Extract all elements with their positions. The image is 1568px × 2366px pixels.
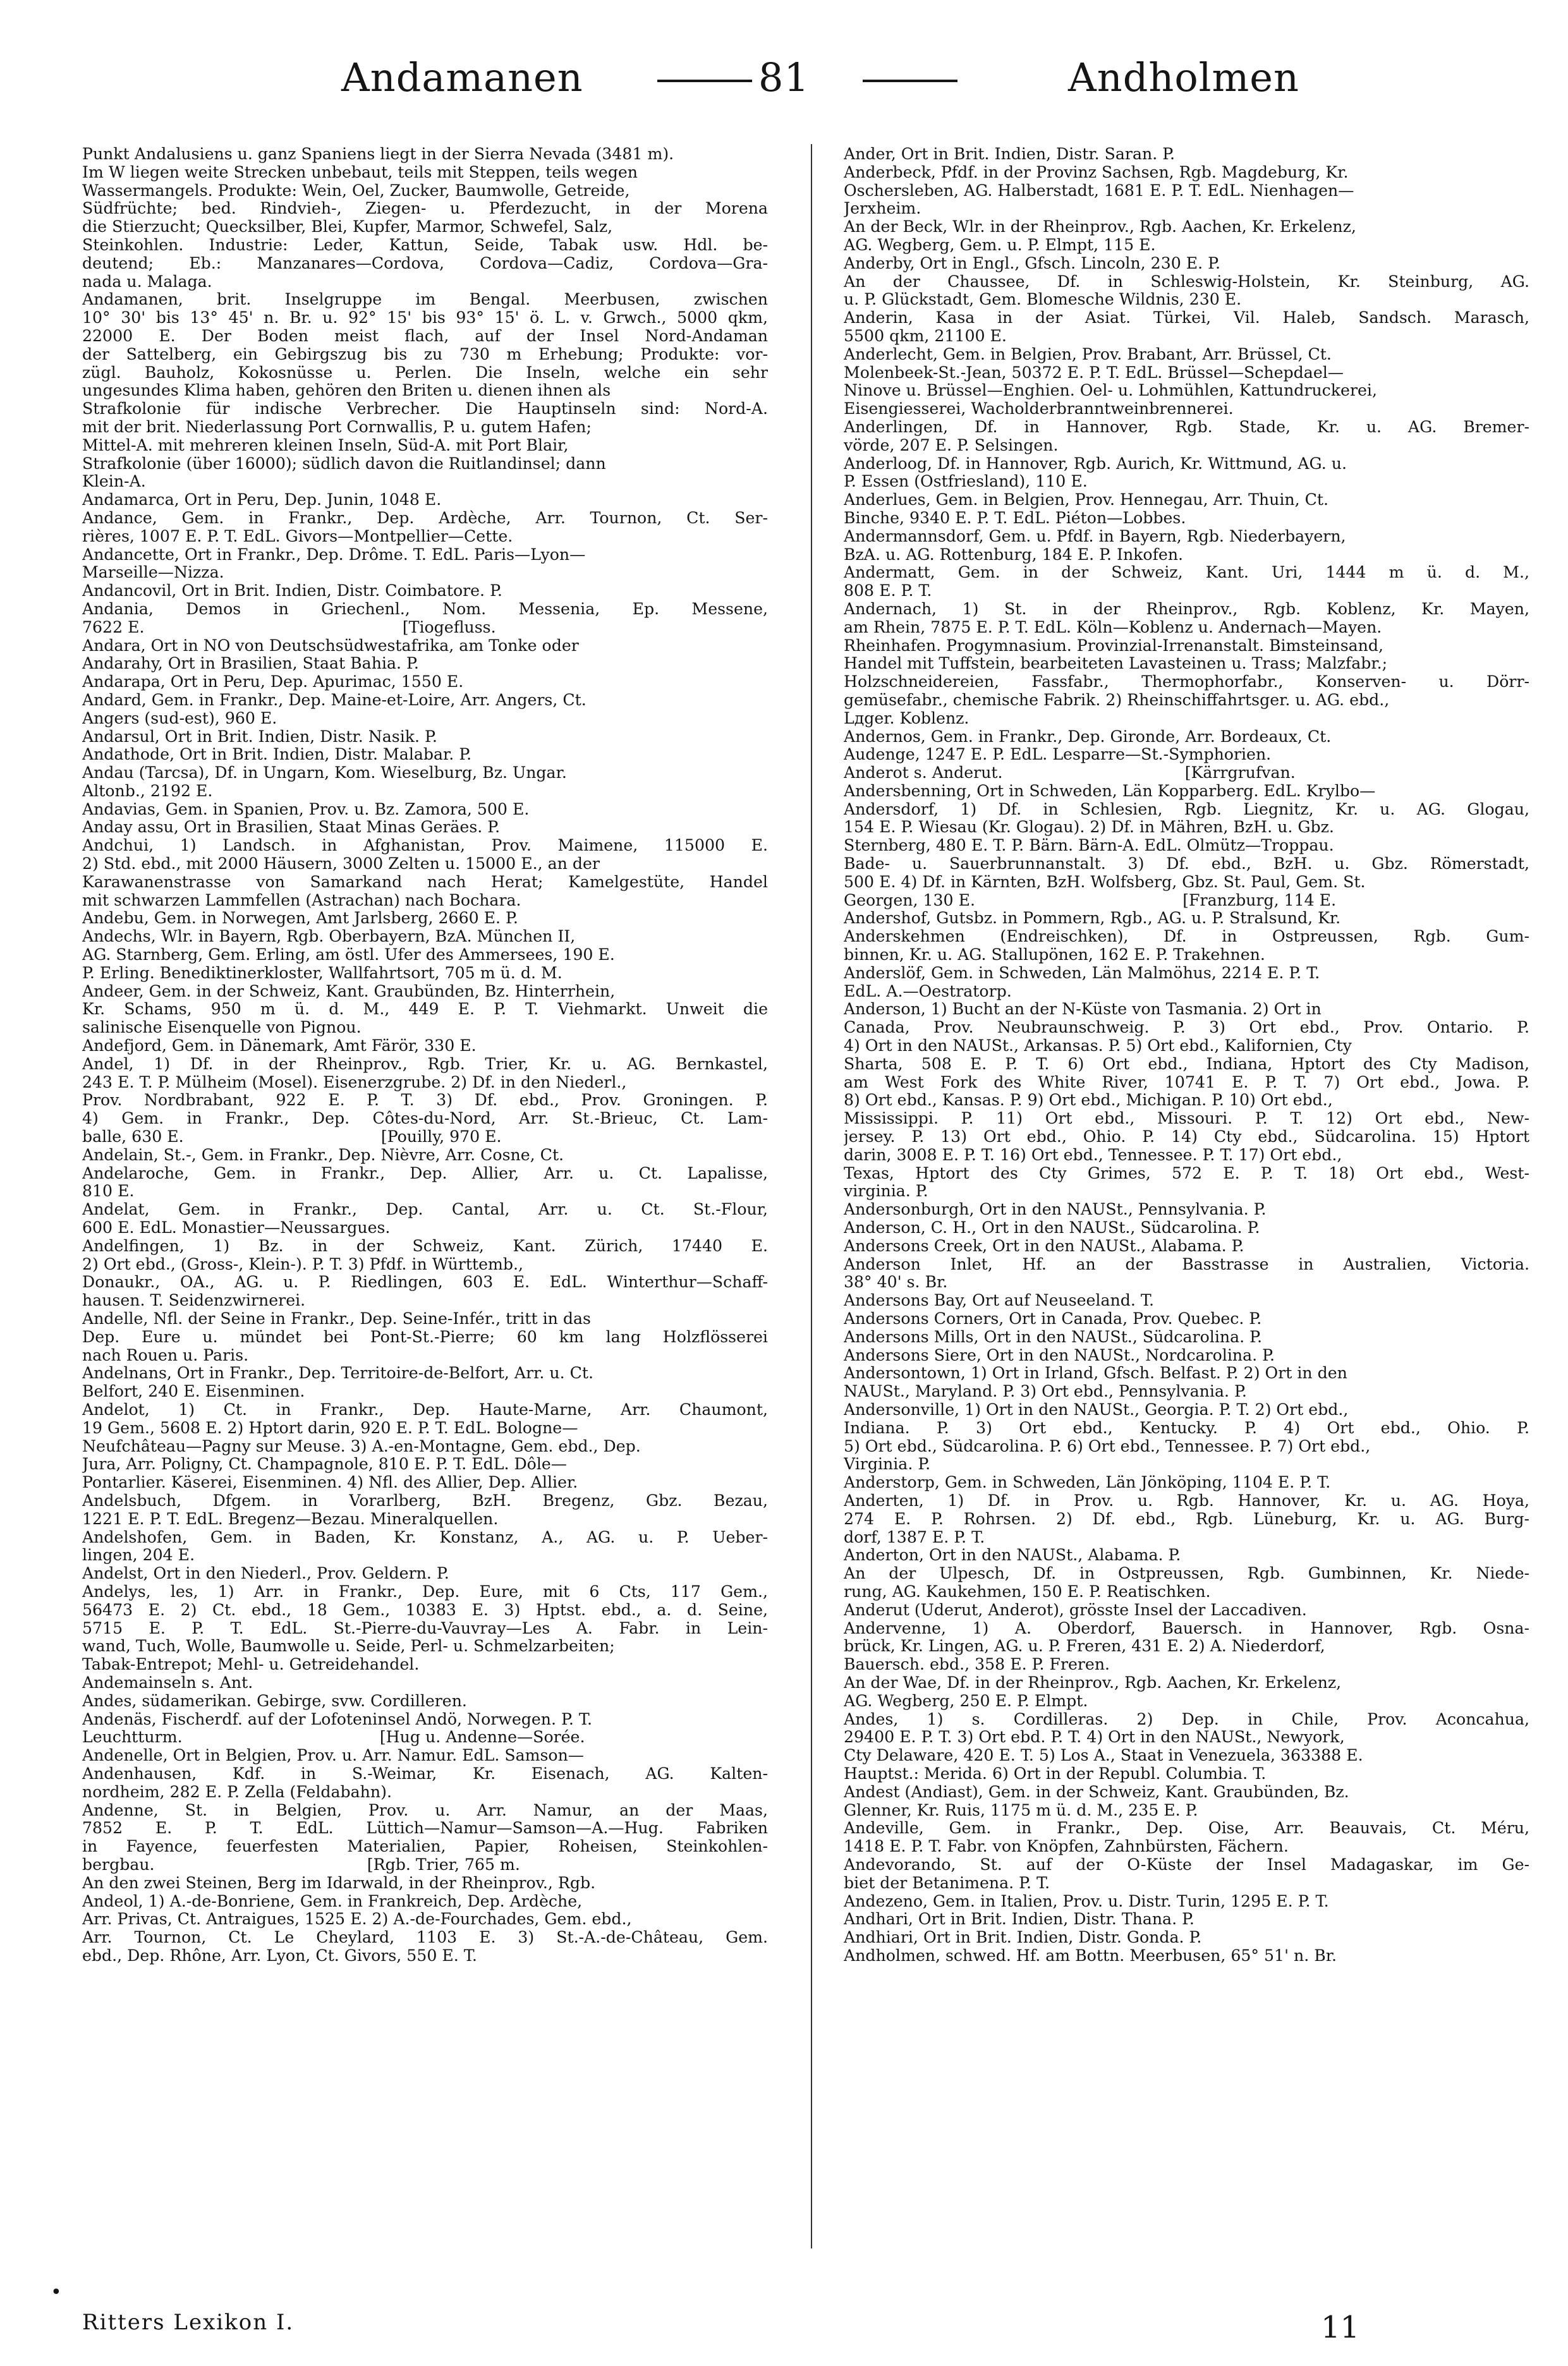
entry-line: Altonb., 2192 E. <box>82 782 213 800</box>
entry-line: Andarapa, Ort in Peru, Dep. Apurimac, 1550 E. <box>82 673 464 691</box>
entry-line: 1418 E. P. T. Fabr. von Knöpfen, Zahnbürsten, Fächern. <box>844 1838 1289 1856</box>
entry-line: Angers (sud-est), 960 E. <box>82 709 277 727</box>
entry-line: Anderot s. Anderut. [Kärrgrufvan. <box>844 764 1296 782</box>
entry-line: Andenäs, Fischerdf. auf der Lofoteninsel Andö, Norwegen. P. T. <box>82 1710 592 1728</box>
entry-line: Andhari, Ort in Brit. Indien, Distr. Thana. P. <box>844 1910 1194 1929</box>
entry-line: Andermatt, Gem. in der Schweiz, Kant. Uri, 1444 m ü. d. M., <box>844 564 1529 582</box>
entry-line: Virginia. P. <box>844 1455 931 1474</box>
entry-line: vörde, 207 E. P. Selsingen. <box>844 436 1059 454</box>
page-header <box>76 54 1492 124</box>
entry-line: Klein-A. <box>82 473 146 491</box>
entry-line: Andersons Corners, Ort in Canada, Prov. Quebec. P. <box>844 1310 1262 1328</box>
entry-line: salinische Eisenquelle von Pignou. <box>82 1019 362 1037</box>
entry-line: Audenge, 1247 E. P. EdL. Lesparre—St.-Symphorien. <box>844 746 1272 764</box>
entry-line: Karawanenstrasse von Samarkand nach Herat; Kamelgestüte, Handel <box>82 873 768 891</box>
entry-line: 808 E. P. T. <box>844 582 932 600</box>
page-footer <box>0 2310 1568 2348</box>
entry-line: Andershof, Gutsbz. in Pommern, Rgb., AG. u. P. Stralsund, Kr. <box>844 909 1341 928</box>
entry-line: Andes, 1) s. Cordilleras. 2) Dep. in Chile, Prov. Aconcahua, <box>844 1710 1529 1728</box>
entry-line: Marseille—Nizza. <box>82 564 224 582</box>
entry-line: darin, 3008 E. P. T. 16) Ort ebd., Tennessee. P. T. 17) Ort ebd., <box>844 1146 1342 1164</box>
entry-line: Prov. Nordbrabant, 922 E. P. T. 3) Df. ebd., Prov. Groningen. P. <box>82 1091 768 1110</box>
entry-line: Hauptst.: Merida. 6) Ort in der Republ. Columbia. T. <box>844 1764 1267 1783</box>
entry-line: Strafkolonie (über 16000); südlich davon die Ruitlandinsel; dann <box>82 454 606 473</box>
entry-line: Cty Delaware, 420 E. T. 5) Los A., Staat in Venezuela, 363388 E. <box>844 1747 1363 1765</box>
entry-line: Andancette, Ort in Frankr., Dep. Drôme. T. EdL. Paris—Lyon— <box>82 545 586 564</box>
entry-line: Steinkohlen. Industrie: Leder, Kattun, Seide, Tabak usw. Hdl. be- <box>82 236 768 254</box>
entry-line: bergbau. [Rgb. Trier, 765 m. <box>82 1855 520 1874</box>
entry-line: Andersbenning, Ort in Schweden, Län Kopparberg. EdL. Krylbo— <box>844 782 1376 800</box>
entry-line: nada u. Malaga. <box>82 272 212 291</box>
entry-line: jersey. P. 13) Ort ebd., Ohio. P. 14) Cty ebd., Südcarolina. 15) Hptort <box>844 1128 1529 1146</box>
entry-line: binnen, Kr. u. AG. Stallupönen, 162 E. P. Trakehnen. <box>844 946 1265 964</box>
entry-line: Holzschneidereien, Fassfabr., Thermophorfabr., Konserven- u. Dörr- <box>844 673 1529 691</box>
entry-line: P. Erling. Benediktinerkloster, Wallfahrtsort, 705 m ü. d. M. <box>82 964 562 982</box>
entry-line: Anderut (Uderut, Anderot), grösste Insel der Laccadiven. <box>844 1601 1307 1619</box>
entry-line: Andersonville, 1) Ort in den NAUSt., Georgia. P. T. 2) Ort ebd., <box>844 1400 1349 1419</box>
entry-line: Andelle, Nfl. der Seine in Frankr., Dep. Seine-Infér., tritt in das <box>82 1310 591 1328</box>
entry-line: 5) Ort ebd., Südcarolina. P. 6) Ort ebd., Tennessee. P. 7) Ort ebd., <box>844 1437 1371 1455</box>
entry-line: Andelst, Ort in den Niederl., Prov. Geldern. P. <box>82 1565 449 1583</box>
entry-line: EdL. A.—Oestratorp. <box>844 982 1012 1000</box>
entry-line: Andenelle, Ort in Belgien, Prov. u. Arr. Namur. EdL. Samson— <box>82 1747 584 1765</box>
entry-line: AG. Starnberg, Gem. Erling, am östl. Ufer des Ammersees, 190 E. <box>82 946 615 964</box>
entry-line: 274 E. P. Rohrsen. 2) Df. ebd., Rgb. Lüneburg, Kr. u. AG. Burg- <box>844 1510 1529 1528</box>
entry-line: Andelnans, Ort in Frankr., Dep. Territoire-de-Belfort, Arr. u. Ct. <box>82 1364 594 1383</box>
entry-line: Arr. Privas, Ct. Antraigues, 1525 E. 2) A.-de-Fourchades, Gem. ebd., <box>82 1910 632 1929</box>
entry-line: Andathode, Ort in Brit. Indien, Distr. Malabar. P. <box>82 746 472 764</box>
header-page-number: 81 <box>758 54 810 100</box>
entry-line: Wassermangels. Produkte: Wein, Oel, Zucker, Baumwolle, Getreide, <box>82 181 630 200</box>
entry-line: 2) Std. ebd., mit 2000 Häusern, 3000 Zelten u. 15000 E., an der <box>82 855 600 873</box>
entry-line: 5715 E. P. T. EdL. St.-Pierre-du-Vauvray—Les A. Fabr. in Lein- <box>82 1619 768 1637</box>
entry-line: Andau (Tarcsa), Df. in Ungarn, Kom. Wieselburg, Bz. Ungar. <box>82 764 567 782</box>
entry-line: am Rhein, 7875 E. P. T. EdL. Köln—Koblenz u. Andernach—Mayen. <box>844 618 1382 636</box>
entry-line: Andevorando, St. auf der O-Küste der Insel Madagaskar, im Ge- <box>844 1855 1529 1874</box>
entry-line: Molenbeek-St.-Jean, 50372 E. P. T. EdL. Brüssel—Schepdael— <box>844 363 1344 382</box>
entry-line: Andenhausen, Kdf. in S.-Weimar, Kr. Eisenach, AG. Kalten- <box>82 1764 768 1783</box>
entry-line: Andersdorf, 1) Df. in Schlesien, Rgb. Liegnitz, Kr. u. AG. Glogau, <box>844 800 1529 818</box>
entry-line: 4) Gem. in Frankr., Dep. Côtes-du-Nord, Arr. St.-Brieuc, Ct. Lam- <box>82 1110 768 1128</box>
entry-line: 8) Ort ebd., Kansas. P. 9) Ort ebd., Michigan. P. 10) Ort ebd., <box>844 1091 1333 1110</box>
entry-line: Ninove u. Brüssel—Enghien. Oel- u. Lohmühlen, Kattundruckerei, <box>844 382 1377 400</box>
entry-line: Andernach, 1) St. in der Rheinprov., Rgb. Koblenz, Kr. Mayen, <box>844 600 1529 618</box>
entry-line: Handel mit Tuffstein, bearbeiteten Lavasteinen u. Trass; Malzfabr.; <box>844 655 1388 673</box>
entry-line: Andelsbuch, Dfgem. in Vorarlberg, BzH. Bregenz, Gbz. Bezau, <box>82 1491 768 1510</box>
entry-line: Andelys, les, 1) Arr. in Frankr., Dep. Eure, mit 6 Cts, 117 Gem., <box>82 1582 768 1601</box>
entry-line: gemüsefabr., chemische Fabrik. 2) Rheinschiffahrtsger. u. AG. ebd., <box>844 691 1390 709</box>
entry-line: virginia. P. <box>844 1182 928 1201</box>
entry-line: An den zwei Steinen, Berg im Idarwald, in der Rheinprov., Rgb. <box>82 1874 596 1892</box>
entry-line: Andavias, Gem. in Spanien, Prov. u. Bz. Zamora, 500 E. <box>82 800 530 818</box>
entry-line: Andeer, Gem. in der Schweiz, Kant. Graubünden, Bz. Hinterrhein, <box>82 982 616 1000</box>
entry-line: Andemainseln s. Ant. <box>82 1673 253 1692</box>
entry-line: Andenne, St. in Belgien, Prov. u. Arr. Namur, an der Maas, <box>82 1801 768 1819</box>
entry-line: Andelaroche, Gem. in Frankr., Dep. Allier, Arr. u. Ct. Lapalisse, <box>82 1164 768 1182</box>
entry-line: zügl. Bauholz, Kokosnüsse u. Perlen. Die Inseln, welche ein sehr <box>82 363 768 382</box>
entry-line: Andamarca, Ort in Peru, Dep. Junin, 1048 E. <box>82 491 442 509</box>
entry-line: 19 Gem., 5608 E. 2) Hptort darin, 920 E. P. T. EdL. Bologne— <box>82 1419 578 1437</box>
entry-line: hausen. T. Seidenzwirnerei. <box>82 1292 306 1310</box>
entry-line: Andelot, 1) Ct. in Frankr., Dep. Haute-Marne, Arr. Chaumont, <box>82 1400 768 1419</box>
entry-line: mit schwarzen Lammfellen (Astrachan) nach Bochara. <box>82 891 521 909</box>
entry-line: Donaukr., OA., AG. u. P. Riedlingen, 603 E. EdL. Winterthur—Schaff- <box>82 1273 768 1292</box>
entry-line: am West Fork des White River, 10741 E. P. T. 7) Ort ebd., Jowa. P. <box>844 1073 1529 1091</box>
entry-line: Im W liegen weite Strecken unbebaut, teils mit Steppen, teils wegen <box>82 163 638 181</box>
entry-line: Anderton, Ort in den NAUSt., Alabama. P. <box>844 1546 1181 1565</box>
entry-line: Andara, Ort in NO von Deutschsüdwestafrika, am Tonke oder <box>82 636 579 655</box>
entry-line: Binche, 9340 E. P. T. EdL. Piéton—Lobbes. <box>844 509 1186 527</box>
entry-line: Jerxheim. <box>844 200 921 218</box>
entry-line: Andersons Mills, Ort in den NAUSt., Südcarolina. P. <box>844 1328 1262 1346</box>
entry-line: An der Ulpesch, Df. in Ostpreussen, Rgb. Gumbinnen, Kr. Niede- <box>844 1565 1529 1583</box>
entry-line: AG. Wegberg, Gem. u. P. Elmpt, 115 E. <box>844 236 1156 254</box>
entry-line: BzA. u. AG. Rottenburg, 184 E. P. Inkofen. <box>844 545 1184 564</box>
entry-line: der Sattelberg, ein Gebirgszug bis zu 730 m Erhebung; Produkte: vor- <box>82 345 768 363</box>
entry-line: Anderskehmen (Endreischken), Df. in Ostpreussen, Rgb. Gum- <box>844 928 1529 946</box>
entry-line: Pontarlier. Käserei, Eisenminen. 4) Nfl. des Allier, Dep. Allier. <box>82 1474 578 1492</box>
entry-line: Sternberg, 480 E. T. P. Bärn. Bärn-A. EdL. Olmütz—Troppau. <box>844 837 1334 855</box>
entry-line: Texas, Hptort des Cty Grimes, 572 E. P. T. 18) Ort ebd., West- <box>844 1164 1529 1182</box>
margin-mark: • <box>51 2281 62 2303</box>
entry-line: Andervenne, 1) A. Oberdorf, Bauersch. in Hannover, Rgb. Osna- <box>844 1619 1529 1637</box>
entry-line: Andard, Gem. in Frankr., Dep. Maine-et-Loire, Arr. Angers, Ct. <box>82 691 586 709</box>
entry-line: Andersons Bay, Ort auf Neuseeland. T. <box>844 1292 1154 1310</box>
entry-line: Lдger. Koblenz. <box>844 709 969 727</box>
header-left-keyword: Andamanen <box>341 54 583 100</box>
entry-line: Andelfingen, 1) Bz. in der Schweiz, Kant. Zürich, 17440 E. <box>82 1237 768 1255</box>
entry-line: 56473 E. 2) Ct. ebd., 18 Gem., 10383 E. 3) Hptst. ebd., a. d. Seine, <box>82 1601 768 1619</box>
entry-line: 29400 E. P. T. 3) Ort ebd. P. T. 4) Ort in den NAUSt., Newyork, <box>844 1728 1345 1747</box>
entry-line: deutend; Eb.: Manzanares—Cordova, Cordova—Cadiz, Cordova—Gra- <box>82 254 768 272</box>
entry-line: 7622 E. [Tiogefluss. <box>82 618 496 636</box>
entry-line: An der Beck, Wlr. in der Rheinprov., Rgb. Aachen, Kr. Erkelenz, <box>844 218 1356 236</box>
entry-line: Andholmen, schwed. Hf. am Bottn. Meerbusen, 65° 51' n. Br. <box>844 1946 1337 1965</box>
header-dash-right <box>863 80 957 82</box>
entry-line: die Stierzucht; Quecksilber, Blei, Kupfer, Marmor, Schwefel, Salz, <box>82 218 613 236</box>
entry-line: wand, Tuch, Wolle, Baumwolle u. Seide, Perl- u. Schmelzarbeiten; <box>82 1637 615 1656</box>
entry-line: 600 E. EdL. Monastier—Neussargues. <box>82 1219 391 1237</box>
entry-line: Andel, 1) Df. in der Rheinprov., Rgb. Trier, Kr. u. AG. Bernkastel, <box>82 1055 768 1073</box>
entry-line: Andersons Siere, Ort in den NAUSt., Nordcarolina. P. <box>844 1346 1275 1364</box>
entry-line: 243 E. T. P. Mülheim (Mosel). Eisenerzgrube. 2) Df. in den Niederl., <box>82 1073 627 1091</box>
entry-line: u. P. Glückstadt, Gem. Blomesche Wildnis, 230 E. <box>844 291 1242 309</box>
entry-line: Andelshofen, Gem. in Baden, Kr. Konstanz, A., AG. u. P. Ueber- <box>82 1528 768 1546</box>
entry-line: Ander, Ort in Brit. Indien, Distr. Saran. P. <box>844 145 1176 163</box>
entry-line: NAUSt., Maryland. P. 3) Ort ebd., Pennsylvania. P. <box>844 1383 1247 1401</box>
entry-line: 4) Ort in den NAUSt., Arkansas. P. 5) Ort ebd., Kalifornien, Cty <box>844 1037 1352 1055</box>
entry-line: 500 E. 4) Df. in Kärnten, BzH. Wolfsberg, Gbz. St. Paul, Gem. St. <box>844 873 1366 891</box>
entry-line: Arr. Tournon, Ct. Le Cheylard, 1103 E. 3) St.-A.-de-Château, Gem. <box>82 1929 768 1947</box>
entry-line: 810 E. <box>82 1182 135 1201</box>
entry-line: Indiana. P. 3) Ort ebd., Kentucky. P. 4) Ort ebd., Ohio. P. <box>844 1419 1529 1437</box>
entry-line: Andes, südamerikan. Gebirge, svw. Cordilleren. <box>82 1692 467 1710</box>
entry-line: mit der brit. Niederlassung Port Cornwallis, P. u. gutem Hafen; <box>82 418 592 436</box>
entry-line: brück, Kr. Lingen, AG. u. P. Freren, 431 E. 2) A. Niederdorf, <box>844 1637 1325 1656</box>
entry-line: 154 E. P. Wiesau (Kr. Glogau). 2) Df. in Mähren, BzH. u. Gbz. <box>844 818 1334 837</box>
entry-line: biet der Betanimena. P. T. <box>844 1874 1050 1892</box>
right-column <box>844 145 1529 2250</box>
entry-line: 5500 qkm, 21100 E. <box>844 327 1007 345</box>
entry-line: Georgen, 130 E. [Franzburg, 114 E. <box>844 891 1337 909</box>
entry-line: rières, 1007 E. P. T. EdL. Givors—Montpellier—Cette. <box>82 527 513 545</box>
entry-line: Anderson Inlet, Hf. an der Basstrasse in Australien, Victoria. <box>844 1255 1529 1273</box>
entry-line: Bauersch. ebd., 358 E. P. Freren. <box>844 1656 1110 1674</box>
entry-line: Oschersleben, AG. Halberstadt, 1681 E. P. T. EdL. Nienhagen— <box>844 181 1354 200</box>
entry-line: Andance, Gem. in Frankr., Dep. Ardèche, Arr. Tournon, Ct. Ser- <box>82 509 768 527</box>
entry-line: Leuchtturm. [Hug u. Andenne—Sorée. <box>82 1728 585 1747</box>
entry-line: Anderloog, Df. in Hannover, Rgb. Aurich, Kr. Wittmund, AG. u. <box>844 454 1347 473</box>
header-right-keyword: Andholmen <box>1068 54 1299 100</box>
entry-line: Andchui, 1) Landsch. in Afghanistan, Prov. Maimene, 115000 E. <box>82 837 768 855</box>
entry-line: An der Wae, Df. in der Rheinprov., Rgb. Aachen, Kr. Erkelenz, <box>844 1673 1342 1692</box>
entry-line: 10° 30' bis 13° 45' n. Br. u. 92° 15' bis 93° 15' ö. L. v. Grwch., 5000 qkm, <box>82 309 768 327</box>
entry-line: 2) Ort ebd., (Gross-, Klein-). P. T. 3) Pfdf. in Württemb., <box>82 1255 524 1273</box>
entry-line: Anderten, 1) Df. in Prov. u. Rgb. Hannover, Kr. u. AG. Hoya, <box>844 1491 1529 1510</box>
entry-line: Anderby, Ort in Engl., Gfsch. Lincoln, 230 E. P. <box>844 254 1221 272</box>
entry-line: ebd., Dep. Rhône, Arr. Lyon, Ct. Givors, 550 E. T. <box>82 1946 477 1965</box>
entry-line: Eisengiesserei, Wacholderbranntweinbrennerei. <box>844 400 1234 418</box>
entry-line: Dep. Eure u. mündet bei Pont-St.-Pierre; 60 km lang Holzflösserei <box>82 1328 768 1346</box>
signature-mark: Ritters Lexikon I. <box>82 2310 295 2335</box>
entry-line: 38° 40' s. Br. <box>844 1273 948 1292</box>
entry-line: Andest (Andiast), Gem. in der Schweiz, Kant. Graubünden, Bz. <box>844 1783 1349 1801</box>
sheet-number: 11 <box>1321 2310 1360 2345</box>
entry-line: nach Rouen u. Paris. <box>82 1346 249 1364</box>
entry-line: Anderlingen, Df. in Hannover, Rgb. Stade, Kr. u. AG. Bremer- <box>844 418 1529 436</box>
entry-line: Andhiari, Ort in Brit. Indien, Distr. Gonda. P. <box>844 1929 1202 1947</box>
entry-line: Andebu, Gem. in Norwegen, Amt Jarlsberg, 2660 E. P. <box>82 909 518 928</box>
entry-line: Andeol, 1) A.-de-Bonriene, Gem. in Frankreich, Dep. Ardèche, <box>82 1892 583 1910</box>
entry-line: Andelat, Gem. in Frankr., Dep. Cantal, Arr. u. Ct. St.-Flour, <box>82 1201 768 1219</box>
entry-line: rung, AG. Kaukehmen, 150 E. P. Reatischken. <box>844 1582 1211 1601</box>
entry-line: Andelain, St.-, Gem. in Frankr., Dep. Nièvre, Arr. Cosne, Ct. <box>82 1146 564 1164</box>
entry-line: Anderson, C. H., Ort in den NAUSt., Südcarolina. P. <box>844 1219 1260 1237</box>
entry-line: in Fayence, feuerfesten Materialien, Papier, Roheisen, Steinkohlen- <box>82 1838 768 1856</box>
entry-line: Glenner, Kr. Ruis, 1175 m ü. d. M., 235 E. P. <box>844 1801 1198 1819</box>
entry-line: Rheinhafen. Progymnasium. Provinzial-Irrenanstalt. Bimsteinsand, <box>844 636 1383 655</box>
entry-line: Anderbeck, Pfdf. in der Provinz Sachsen, Rgb. Magdeburg, Kr. <box>844 163 1349 181</box>
entry-line: Andancovil, Ort in Brit. Indien, Distr. Coimbatore. P. <box>82 582 502 600</box>
entry-line: AG. Wegberg, 250 E. P. Elmpt. <box>844 1692 1088 1710</box>
entry-line: Anderlecht, Gem. in Belgien, Prov. Brabant, Arr. Brüssel, Ct. <box>844 345 1332 363</box>
entry-line: Andermannsdorf, Gem. u. Pfdf. in Bayern, Rgb. Niederbayern, <box>844 527 1346 545</box>
entry-line: Anderson, 1) Bucht an der N-Küste von Tasmania. 2) Ort in <box>844 1000 1322 1019</box>
entry-line: balle, 630 E. [Pouilly, 970 E. <box>82 1128 502 1146</box>
entry-line: Andania, Demos in Griechenl., Nom. Messenia, Ep. Messene, <box>82 600 768 618</box>
entry-line: Neufchâteau—Pagny sur Meuse. 3) A.-en-Montagne, Gem. ebd., Dep. <box>82 1437 641 1455</box>
entry-line: Anderlues, Gem. in Belgien, Prov. Hennegau, Arr. Thuin, Ct. <box>844 491 1329 509</box>
entry-line: Andarahy, Ort in Brasilien, Staat Bahia. P. <box>82 655 419 673</box>
entry-line: nordheim, 282 E. P. Zella (Feldabahn). <box>82 1783 392 1801</box>
entry-line: Anderin, Kasa in der Asiat. Türkei, Vil. Haleb, Sandsch. Marasch, <box>844 309 1529 327</box>
entry-line: Andarsul, Ort in Brit. Indien, Distr. Nasik. P. <box>82 727 437 746</box>
entry-line: Jura, Arr. Poligny, Ct. Champagnole, 810 E. P. T. EdL. Dôle— <box>82 1455 567 1474</box>
left-column <box>82 145 768 2250</box>
entry-line: Südfrüchte; bed. Rindvieh-, Ziegen- u. Pferdezucht, in der Morena <box>82 200 768 218</box>
entry-line: 1221 E. P. T. EdL. Bregenz—Bezau. Mineralquellen. <box>82 1510 499 1528</box>
entry-line: Belfort, 240 E. Eisenminen. <box>82 1383 305 1401</box>
entry-line: 22000 E. Der Boden meist flach, auf der Insel Nord-Andaman <box>82 327 768 345</box>
entry-line: 7852 E. P. T. EdL. Lüttich—Namur—Samson—A.—Hug. Fabriken <box>82 1819 768 1838</box>
entry-line: Andernos, Gem. in Frankr., Dep. Gironde, Arr. Bordeaux, Ct. <box>844 727 1332 746</box>
entry-line: Bade- u. Sauerbrunnanstalt. 3) Df. ebd., BzH. u. Gbz. Römerstadt, <box>844 855 1529 873</box>
entry-line: P. Essen (Ostfriesland), 110 E. <box>844 473 1088 491</box>
entry-line: Tabak-Entrepot; Mehl- u. Getreidehandel. <box>82 1656 420 1674</box>
entry-line: Andamanen, brit. Inselgruppe im Bengal. Meerbusen, zwischen <box>82 291 768 309</box>
entry-line: Andechs, Wlr. in Bayern, Rgb. Oberbayern, BzA. München II, <box>82 928 576 946</box>
entry-line: Andezeno, Gem. in Italien, Prov. u. Distr. Turin, 1295 E. P. T. <box>844 1892 1329 1910</box>
entry-line: Andersons Creek, Ort in den NAUSt., Alabama. P. <box>844 1237 1244 1255</box>
entry-line: Canada, Prov. Neubraunschweig. P. 3) Ort ebd., Prov. Ontario. P. <box>844 1019 1529 1037</box>
entry-line: ungesundes Klima haben, gehören den Briten u. dienen ihnen als <box>82 382 611 400</box>
entry-line: Anday assu, Ort in Brasilien, Staat Minas Geräes. P. <box>82 818 501 837</box>
entry-line: dorf, 1387 E. P. T. <box>844 1528 985 1546</box>
entry-line: An der Chaussee, Df. in Schleswig-Holstein, Kr. Steinburg, AG. <box>844 272 1529 291</box>
entry-line: Anderstorp, Gem. in Schweden, Län Jönköping, 1104 E. P. T. <box>844 1474 1331 1492</box>
entry-line: Mittel-A. mit mehreren kleinen Inseln, Süd-A. mit Port Blair, <box>82 436 569 454</box>
entry-line: Andeville, Gem. in Frankr., Dep. Oise, Arr. Beauvais, Ct. Méru, <box>844 1819 1529 1838</box>
entry-line: Anderslöf, Gem. in Schweden, Län Malmöhus, 2214 E. P. T. <box>844 964 1320 982</box>
entry-line: Sharta, 508 E. P. T. 6) Ort ebd., Indiana, Hptort des Cty Madison, <box>844 1055 1529 1073</box>
entry-line: Andersontown, 1) Ort in Irland, Gfsch. Belfast. P. 2) Ort in den <box>844 1364 1347 1383</box>
entry-line: Strafkolonie für indische Verbrecher. Die Hauptinseln sind: Nord-A. <box>82 400 768 418</box>
entry-line: lingen, 204 E. <box>82 1546 195 1565</box>
column-divider <box>811 144 812 2248</box>
entry-line: Andefjord, Gem. in Dänemark, Amt Färör, 330 E. <box>82 1037 477 1055</box>
entry-line: Mississippi. P. 11) Ort ebd., Missouri. P. T. 12) Ort ebd., New- <box>844 1110 1529 1128</box>
entry-line: Kr. Schams, 950 m ü. d. M., 449 E. P. T. Viehmarkt. Unweit die <box>82 1000 768 1019</box>
entry-line: Punkt Andalusiens u. ganz Spaniens liegt in der Sierra Nevada (3481 m). <box>82 145 674 163</box>
entry-line: Andersonburgh, Ort in den NAUSt., Pennsylvania. P. <box>844 1201 1267 1219</box>
